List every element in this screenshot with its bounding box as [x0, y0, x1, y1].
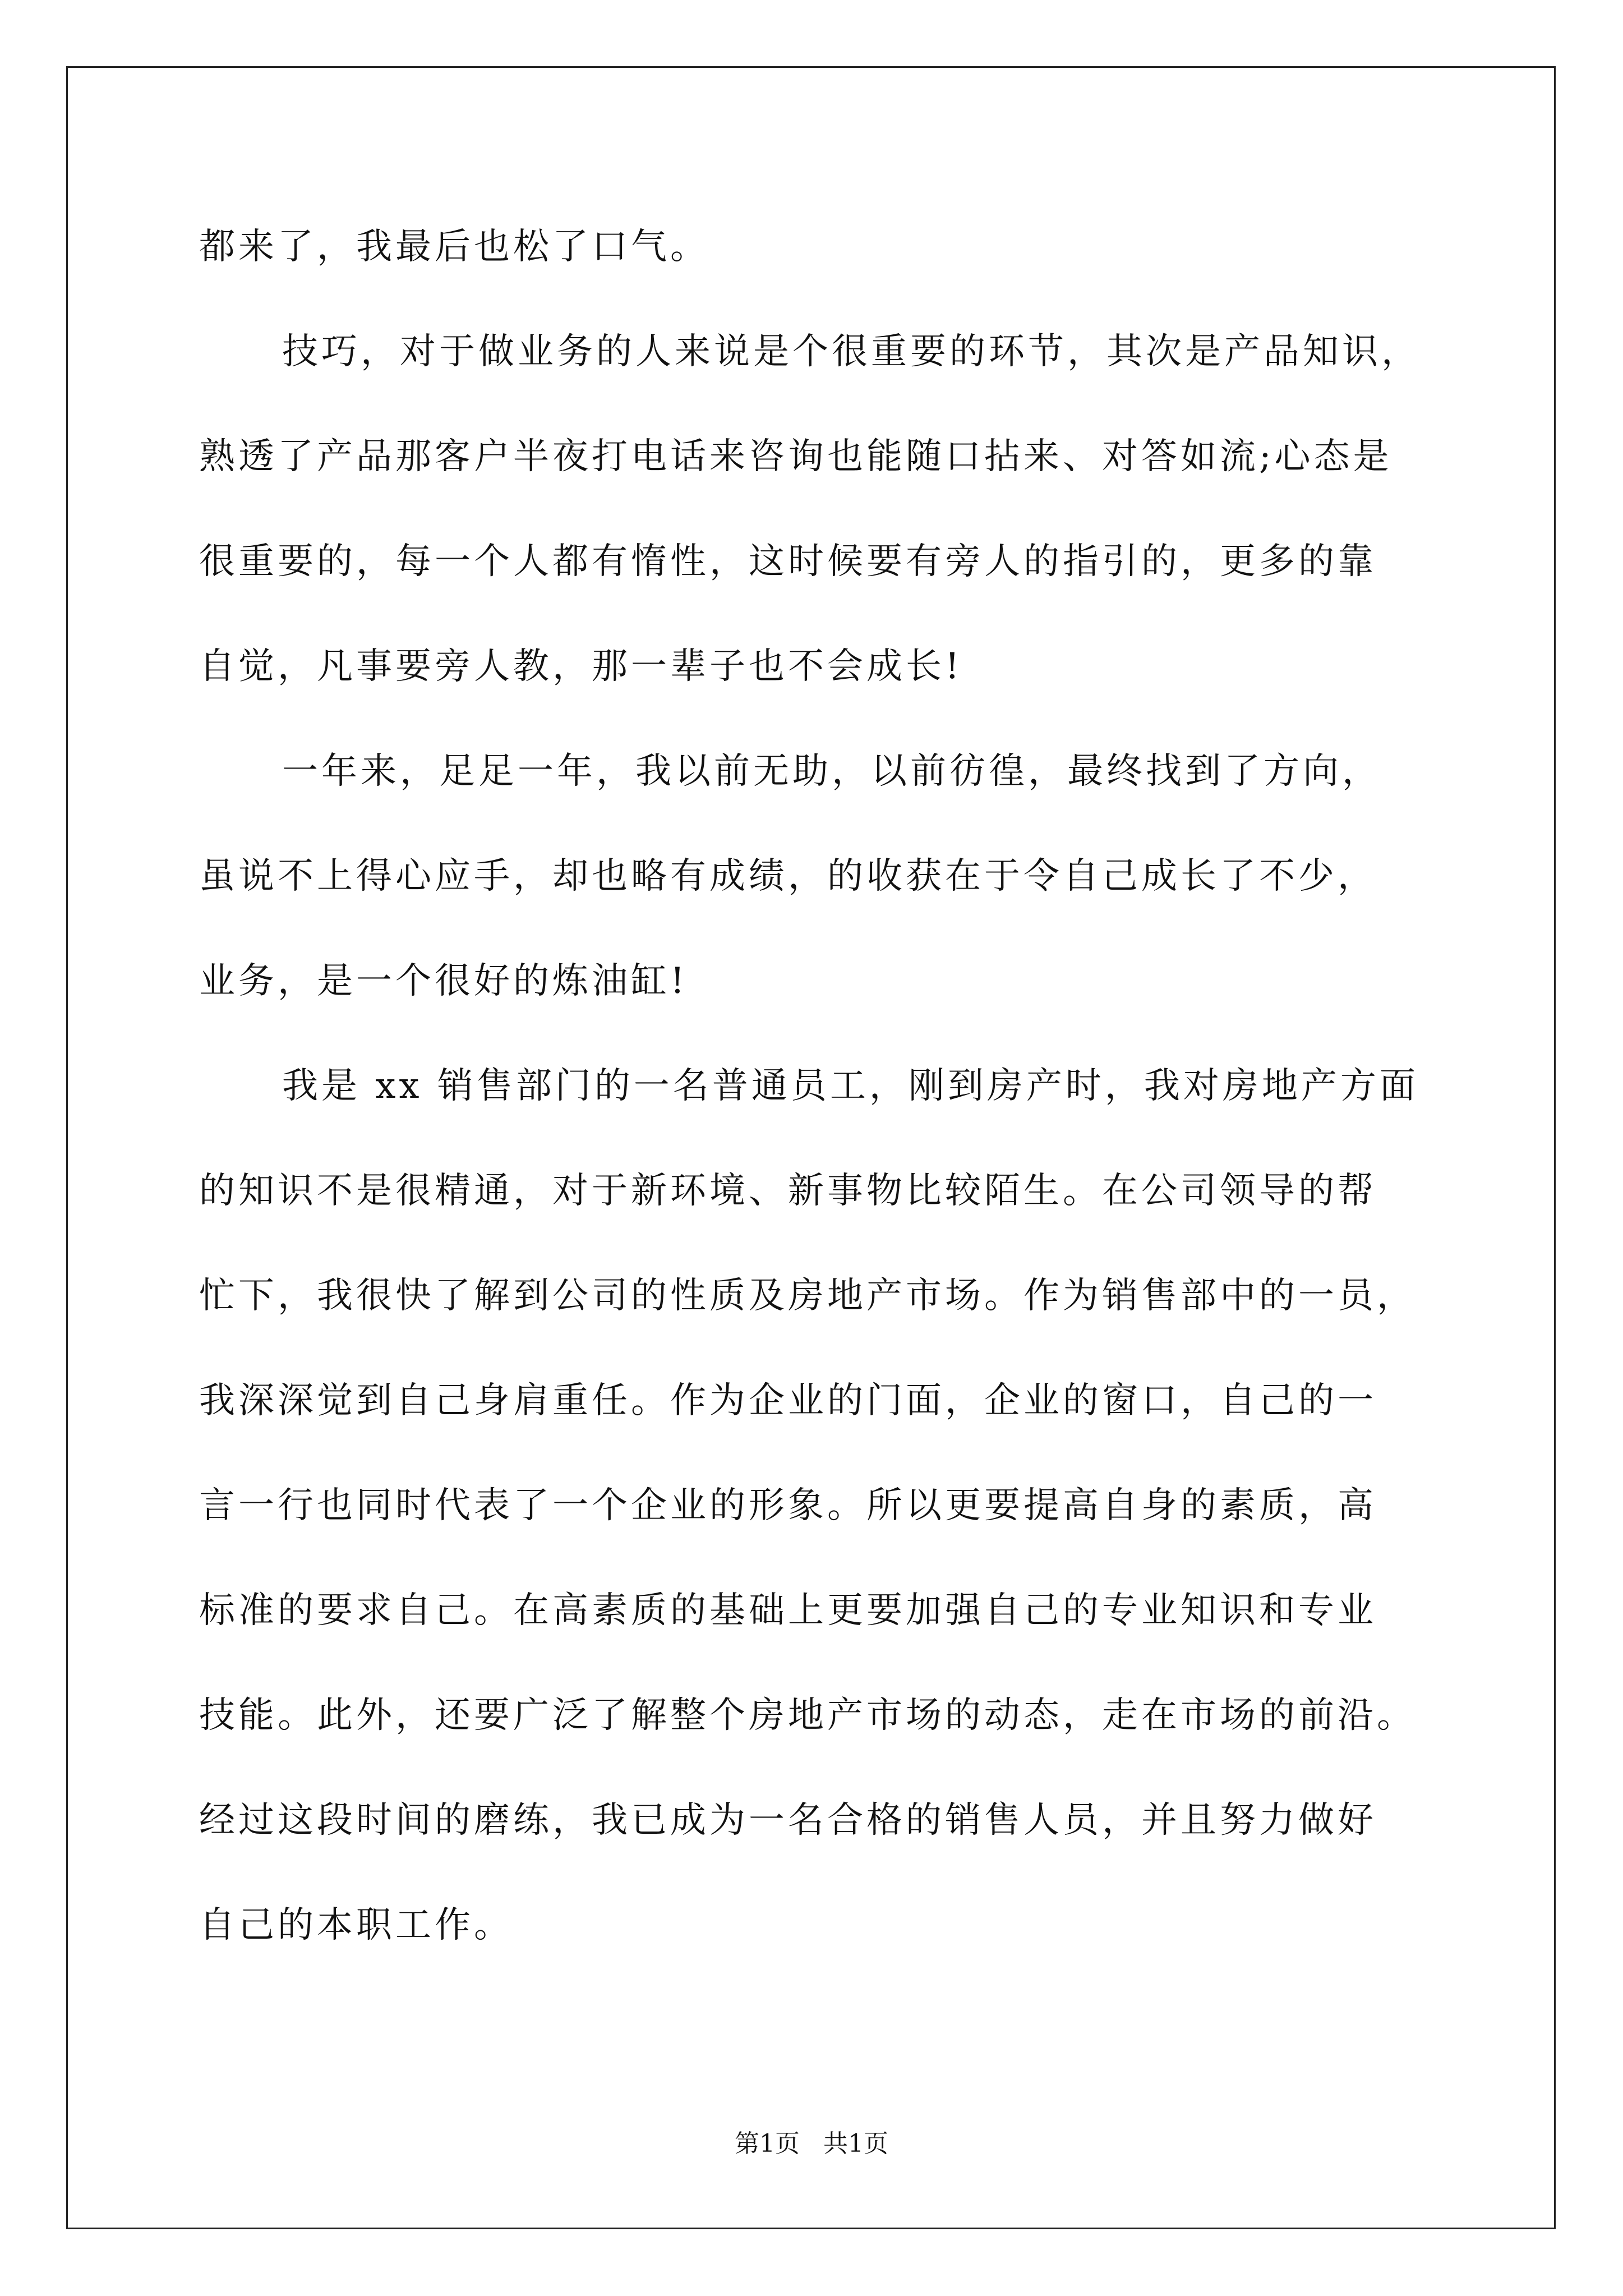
page-footer: 第1页 共1页	[735, 2129, 888, 2158]
text-line: 言一行也同时代表了一个企业的形象。所以更要提高自身的素质，高	[199, 1485, 1377, 1526]
text-line: 一年来，足足一年，我以前无助，以前彷徨，最终找到了方向，	[282, 751, 1381, 792]
text-line: 自己的本职工作。	[199, 1904, 513, 1946]
document-body	[199, 210, 1433, 1994]
text-line: 熟透了产品那客户半夜打电话来咨询也能随口拈来、对答如流;心态是	[199, 436, 1393, 477]
text-line: 标准的要求自己。在高素质的基础上更要加强自己的专业知识和专业	[199, 1590, 1377, 1631]
text-line: 都来了，我最后也松了口气。	[199, 226, 709, 268]
text-line: 的知识不是很精通，对于新环境、新事物比较陌生。在公司领导的帮	[199, 1170, 1377, 1212]
text-line: 虽说不上得心应手，却也略有成绩，的收获在于令自己成长了不少，	[199, 855, 1377, 897]
text-line: 业务，是一个很好的炼油缸!	[199, 960, 688, 1002]
text-line: 我深深觉到自己身肩重任。作为企业的门面，企业的窗口，自己的一	[199, 1380, 1377, 1421]
text-line: 技巧，对于做业务的人来说是个很重要的环节，其次是产品知识，	[282, 331, 1421, 372]
text-line: 忙下，我很快了解到公司的性质及房地产市场。作为销售部中的一员，	[199, 1275, 1416, 1317]
text-line: 我是 xx 销售部门的一名普通员工，刚到房产时，我对房地产方面	[282, 1065, 1419, 1107]
text-line: 经过这段时间的磨练，我已成为一名合格的销售人员，并且努力做好	[199, 1800, 1377, 1841]
text-line: 自觉，凡事要旁人教，那一辈子也不会成长!	[199, 646, 963, 687]
text-line: 技能。此外，还要广泛了解整个房地产市场的动态，走在市场的前沿。	[199, 1695, 1416, 1736]
text-line: 很重要的，每一个人都有惰性，这时候要有旁人的指引的，更多的靠	[199, 541, 1377, 582]
